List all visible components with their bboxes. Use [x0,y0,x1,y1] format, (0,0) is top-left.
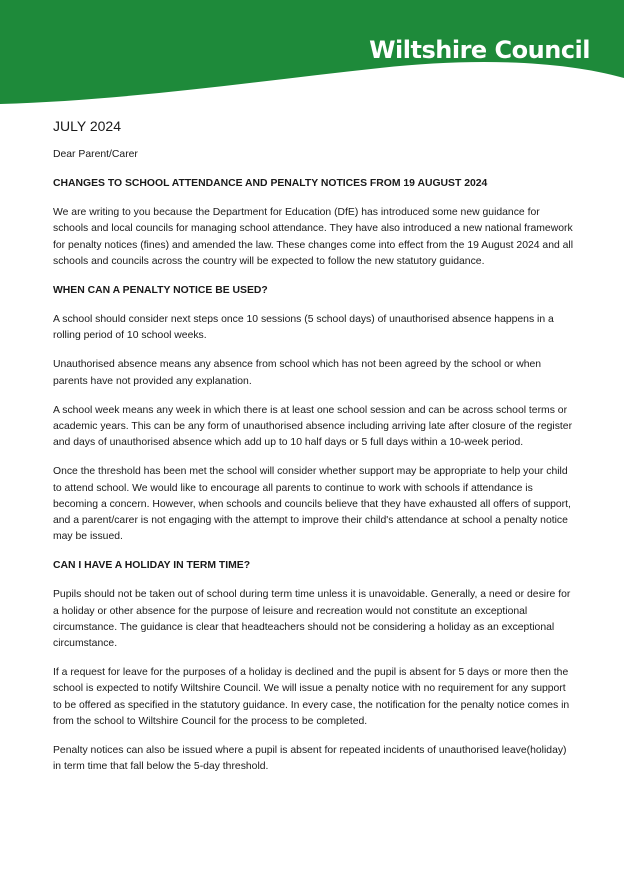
intro-paragraph: We are writing to you because the Department for Education (DfE) has introduced some new guidance for schools and local councils for managing school attendance. They have also introduced a new national framework for penalty notices (fines) and amended the law. These changes come into effect from the 19 August 2024 and all schools and councils across the country will be expected to follow the new statutory guidance. [53,207,574,267]
paragraph-support: Once the threshold has been met the school will consider whether support may be appropriate to help your child to attend school. We would like to encourage all parents to continue to work with schools if attendance is becoming a concern. However, when schools and councils believe that they have exhausted all offers of support, and a parent/carer is not engaging with the attempt to improve their child's attendance at school a penalty notice may be issued. [53,466,571,543]
section-heading-penalty-notice: WHEN CAN A PENALTY NOTICE BE USED? [53,285,268,297]
letter-body [53,118,575,788]
section-heading-holiday: CAN I HAVE A HOLIDAY IN TERM TIME? [53,560,251,572]
paragraph-repeated-incidents: Penalty notices can also be issued where a pupil is absent for repeated incidents of unauthorised leave(holiday) in term time that fall below the 5-day threshold. [53,745,567,773]
paragraph-holiday-declined: If a request for leave for the purposes of a holiday is declined and the pupil is absent for 5 days or more then the school is expected to notify Wiltshire Council. We will issue a penalty notice with no requirement for any support to be offered as specified in the statutory guidance. In every case, the notification for the penalty notice comes in from the school to Wiltshire Council for the process to be completed. [53,667,570,727]
letter-title: CHANGES TO SCHOOL ATTENDANCE AND PENALTY NOTICES FROM 19 AUGUST 2024 [53,178,488,190]
header-banner [0,0,624,112]
paragraph-holiday-term-time: Pupils should not be taken out of school during term time unless it is unavoidable. Generally, a need or desire for a holiday or other absence for the purpose of leisure and recreation would not constitute an exceptional circumstance. The guidance is clear that headteachers should not be considering a holiday as an exceptional circumstance. [53,589,571,650]
salutation: Dear Parent/Carer [53,149,138,160]
logo-swoosh-bottom [436,75,588,80]
letter-date: JULY 2024 [53,118,121,134]
paragraph-unauthorised-absence: Unauthorised absence means any absence from school which has not been agreed by the school or when parents have not provided any explanation. [53,359,542,387]
logo-swoosh-top [430,70,590,75]
wiltshire-council-logo: Wiltshire Council [369,36,590,64]
paragraph-school-week: A school week means any week in which there is at least one school session and can be across school terms or academic years. This can be any form of unauthorised absence including arriving late after closure of the register and days of unauthorised absence which add up to 10 half days or 5 full days within a 10-week period. [53,404,573,449]
paragraph-threshold: A school should consider next steps once 10 sessions (5 school days) of unauthorised absence happens in a rolling period of 10 school weeks. [53,314,554,342]
